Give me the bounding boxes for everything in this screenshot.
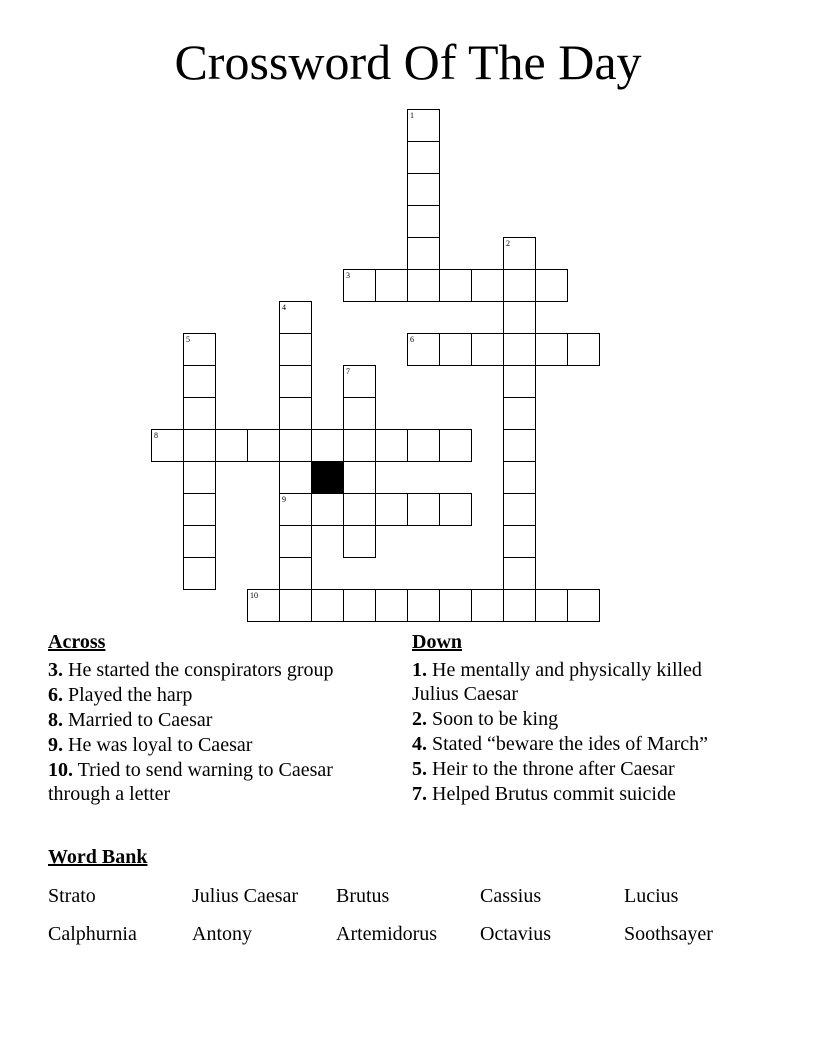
grid-cell[interactable] [407,173,440,206]
across-clue [48,708,398,732]
grid-cell[interactable] [183,397,216,430]
across-clue [48,733,398,757]
word-bank-heading: Word Bank [48,846,148,868]
grid-cell[interactable] [503,333,536,366]
grid-cell[interactable] [311,589,344,622]
clue-number: 10 [250,591,258,600]
clue-text: Tried to send warning to Caesar through a letter [48,759,333,805]
clue-number: 1 [410,111,414,120]
down-clue [412,757,742,781]
word-bank-item: Calphurnia [48,923,137,945]
grid-cell[interactable] [375,493,408,526]
across-heading: Across [48,631,106,653]
grid-cell[interactable] [183,429,216,462]
clue-text: Played the harp [63,684,193,706]
grid-cell[interactable] [503,461,536,494]
clue-text: Stated “beware the ides of March” [427,733,708,755]
grid-cell[interactable] [407,205,440,238]
clue-number-label: 5. [412,758,427,780]
grid-cell[interactable] [535,333,568,366]
word-bank-item: Antony [192,923,252,945]
clue-number-label: 9. [48,734,63,756]
grid-cell[interactable] [183,493,216,526]
clue-number-label: 3. [48,659,63,681]
grid-cell[interactable] [279,589,312,622]
grid-cell[interactable] [407,429,440,462]
word-bank-item: Strato [48,885,96,907]
grid-cell[interactable] [567,333,600,366]
grid-cell[interactable] [503,365,536,398]
grid-cell[interactable] [279,397,312,430]
grid-cell[interactable] [343,461,376,494]
grid-cell[interactable] [503,589,536,622]
clue-text: He was loyal to Caesar [63,734,253,756]
grid-cell[interactable] [439,269,472,302]
grid-cell[interactable] [247,429,280,462]
grid-cell[interactable] [439,589,472,622]
grid-cell[interactable] [311,493,344,526]
clue-number: 4 [282,303,286,312]
grid-cell[interactable] [503,301,536,334]
grid-cell[interactable] [375,589,408,622]
clue-text: He mentally and physically killed Julius Caesar [412,659,702,705]
grid-cell[interactable] [407,141,440,174]
word-bank-item: Julius Caesar [192,885,299,907]
grid-cell[interactable] [535,589,568,622]
clue-number-label: 4. [412,733,427,755]
grid-cell[interactable] [439,493,472,526]
grid-cell[interactable] [375,429,408,462]
grid-cell-blocked [311,461,344,494]
grid-cell[interactable] [503,493,536,526]
clue-number-label: 2. [412,708,427,730]
clue-text: Helped Brutus commit suicide [427,783,676,805]
clue-number: 5 [186,335,190,344]
clue-number: 3 [346,271,350,280]
down-clue [412,782,742,806]
grid-cell[interactable] [183,557,216,590]
clue-number: 7 [346,367,350,376]
down-clues [412,630,742,807]
grid-cell[interactable] [471,269,504,302]
grid-cell[interactable] [503,525,536,558]
across-clues [48,630,398,807]
clue-number-label: 1. [412,659,427,681]
grid-cell[interactable] [183,525,216,558]
grid-cell[interactable] [311,429,344,462]
clue-number-label: 8. [48,709,63,731]
grid-cell[interactable] [343,397,376,430]
grid-cell[interactable] [183,365,216,398]
word-bank-item: Cassius [480,885,542,907]
word-bank-item: Octavius [480,923,552,945]
grid-cell[interactable] [375,269,408,302]
grid-cell[interactable] [439,333,472,366]
across-clue [48,758,398,806]
grid-cell[interactable] [215,429,248,462]
grid-cell[interactable] [279,429,312,462]
grid-cell[interactable] [503,429,536,462]
word-bank-item: Artemidorus [336,923,438,945]
clue-number: 2 [506,239,510,248]
grid-cell[interactable] [407,237,440,270]
grid-cell[interactable] [471,333,504,366]
down-clue [412,658,742,706]
clue-text: Soon to be king [427,708,559,730]
grid-cell[interactable] [279,557,312,590]
word-bank-item: Brutus [336,885,390,907]
grid-cell[interactable] [439,429,472,462]
grid-cell[interactable] [407,493,440,526]
grid-cell[interactable] [343,525,376,558]
clue-number: 8 [154,431,158,440]
grid-cell[interactable] [343,429,376,462]
grid-cell[interactable] [279,461,312,494]
clue-number-label: 6. [48,684,63,706]
grid-cell[interactable] [183,461,216,494]
grid-cell[interactable] [503,557,536,590]
across-clue [48,658,398,682]
grid-cell[interactable] [471,589,504,622]
grid-cell[interactable] [503,397,536,430]
grid-cell[interactable] [279,365,312,398]
clue-text: Heir to the throne after Caesar [427,758,675,780]
grid-cell[interactable] [535,269,568,302]
page-title: Crossword Of The Day [174,34,642,90]
grid-cell[interactable] [407,269,440,302]
clue-text: Married to Caesar [63,709,213,731]
grid-cell[interactable] [279,525,312,558]
grid-cell[interactable] [343,493,376,526]
clue-text: He started the conspirators group [63,659,334,681]
grid-cell[interactable] [407,589,440,622]
grid-cell[interactable] [567,589,600,622]
clue-number-label: 10. [48,759,73,781]
word-bank-item: Soothsayer [624,923,713,945]
down-clue [412,707,742,731]
across-clue [48,683,398,707]
grid-cell[interactable] [279,333,312,366]
word-bank-item: Lucius [624,885,679,907]
clue-number-label: 7. [412,783,427,805]
down-clue [412,732,742,756]
clue-number: 6 [410,335,414,344]
clue-number: 9 [282,495,286,504]
down-heading: Down [412,631,463,653]
grid-cell[interactable] [503,269,536,302]
grid-cell[interactable] [343,589,376,622]
